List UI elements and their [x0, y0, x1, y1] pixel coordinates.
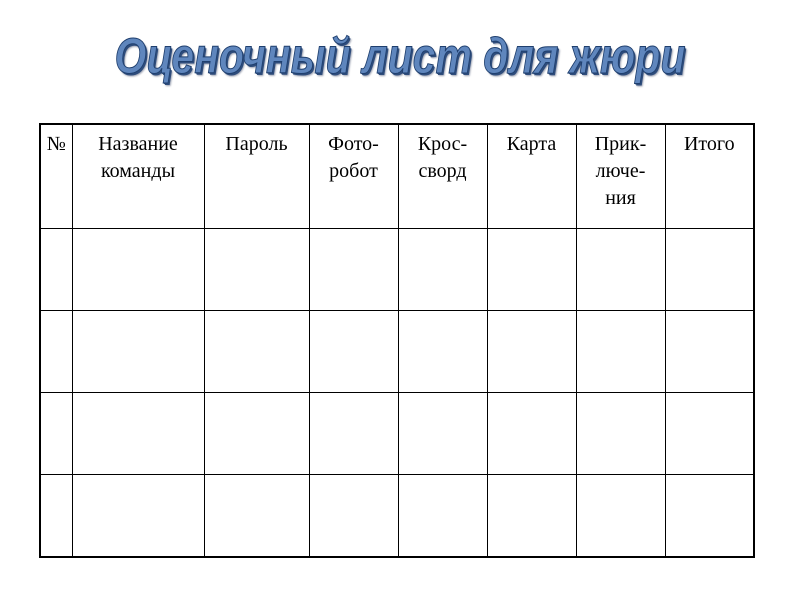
table-cell [309, 310, 398, 392]
table-row [40, 228, 754, 310]
header-crossword [398, 124, 487, 228]
table-header-row [40, 124, 754, 228]
table-row [40, 474, 754, 557]
header-line: люче- [595, 160, 646, 182]
jury-score-table [39, 123, 755, 558]
header-line: команды [100, 160, 176, 182]
table-cell [665, 392, 754, 474]
table-cell [40, 310, 72, 392]
table-cell [72, 392, 204, 474]
table-cell [72, 474, 204, 557]
table-cell [665, 228, 754, 310]
table-cell [40, 474, 72, 557]
header-number [40, 124, 72, 228]
table-cell [487, 310, 576, 392]
table-cell [576, 474, 665, 557]
header-photofit [309, 124, 398, 228]
header-team-name [72, 124, 204, 228]
header-adventures [576, 124, 665, 228]
table-cell [487, 474, 576, 557]
page-title: Оценочный лист для жюри [114, 28, 686, 84]
header-total [665, 124, 754, 228]
table-cell [398, 474, 487, 557]
table-cell [665, 310, 754, 392]
table-cell [204, 310, 309, 392]
table-cell [487, 392, 576, 474]
table-cell [398, 392, 487, 474]
table-cell [204, 474, 309, 557]
header-line: № [46, 133, 66, 155]
table-cell [40, 392, 72, 474]
header-line: Фото- [328, 133, 379, 155]
header-line: Итого [683, 133, 735, 155]
header-line: Крос- [417, 133, 468, 155]
table-cell [309, 474, 398, 557]
table-cell [72, 310, 204, 392]
header-line: Карта [506, 133, 557, 155]
table-cell [309, 392, 398, 474]
table-row [40, 310, 754, 392]
header-line: сворд [418, 160, 467, 182]
table-cell [40, 228, 72, 310]
table-cell [487, 228, 576, 310]
header-map [487, 124, 576, 228]
table-cell [204, 392, 309, 474]
header-line: робот [329, 160, 378, 182]
header-line: ния [605, 187, 636, 209]
table-cell [665, 474, 754, 557]
header-line: Прик- [594, 133, 647, 155]
table-row [40, 392, 754, 474]
header-line: Пароль [225, 133, 288, 155]
table-cell [309, 228, 398, 310]
table-cell [398, 310, 487, 392]
table-cell [576, 228, 665, 310]
header-password [204, 124, 309, 228]
table-cell [576, 392, 665, 474]
header-line: Название [98, 133, 178, 155]
table-cell [72, 228, 204, 310]
table-cell [204, 228, 309, 310]
table-cell [576, 310, 665, 392]
table-cell [398, 228, 487, 310]
